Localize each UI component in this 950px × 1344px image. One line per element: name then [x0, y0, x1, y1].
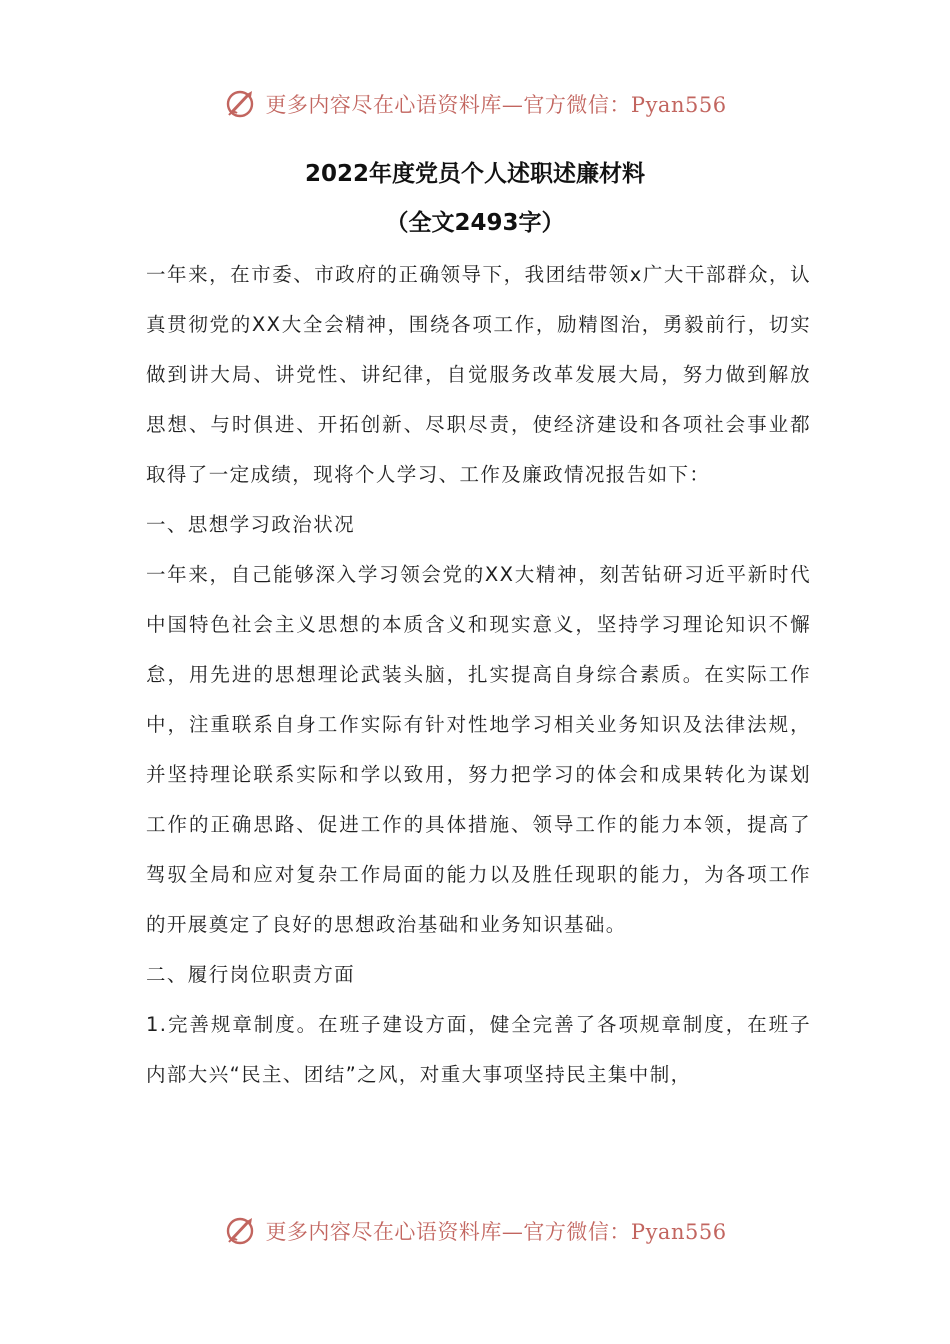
- document-body: [146, 250, 811, 1100]
- document-subtitle: （全文2493字）: [385, 210, 565, 236]
- watermark-banner-bottom: [0, 1211, 950, 1251]
- intro-paragraph: 一年来，在市委、市政府的正确领导下，我团结带领x广大干部群众，认真贯彻党的XX大全会精神，围绕各项工作，励精图治，勇毅前行，切实做到讲大局、讲党性、讲纪律，自觉服务改革发展大局，努力做到解放思想、与时俱进、开拓创新、尽职尽责，使经济建设和各项社会事业都取得了一定成绩，现将个人学习、工作及廉政情况报告如下：: [146, 263, 811, 486]
- document-title: 2022年度党员个人述职述廉材料: [304, 161, 645, 187]
- pen-circle-logo-icon: [223, 86, 259, 122]
- watermark-text: 更多内容尽在心语资料库—官方微信：Pyan556: [265, 93, 727, 117]
- section-paragraph-2: 1.完善规章制度。在班子建设方面，健全完善了各项规章制度，在班子内部大兴“民主、团结”之风，对重大事项坚持民主集中制，: [146, 1013, 811, 1086]
- pen-circle-logo-icon: [223, 1213, 259, 1249]
- section-paragraph-1: 一年来，自己能够深入学习领会党的XX大精神，刻苦钻研习近平新时代中国特色社会主义思想的本质含义和现实意义，坚持学习理论知识不懈怠，用先进的思想理论武装头脑，扎实提高自身综合素质。在实际工作中，注重联系自身工作实际有针对性地学习相关业务知识及法律法规，并坚持理论联系实际和学以致用，努力把学习的体会和成果转化为谋划工作的正确思路、促进工作的具体措施、领导工作的能力本领，提高了驾驭全局和应对复杂工作局面的能力以及胜任现职的能力，为各项工作的开展奠定了良好的思想政治基础和业务知识基础。: [146, 563, 811, 936]
- section-heading-2: 二、履行岗位职责方面: [146, 963, 356, 986]
- watermark-banner-top: [0, 84, 950, 124]
- section-heading-1: 一、思想学习政治状况: [146, 513, 356, 536]
- watermark-text: 更多内容尽在心语资料库—官方微信：Pyan556: [265, 1220, 727, 1244]
